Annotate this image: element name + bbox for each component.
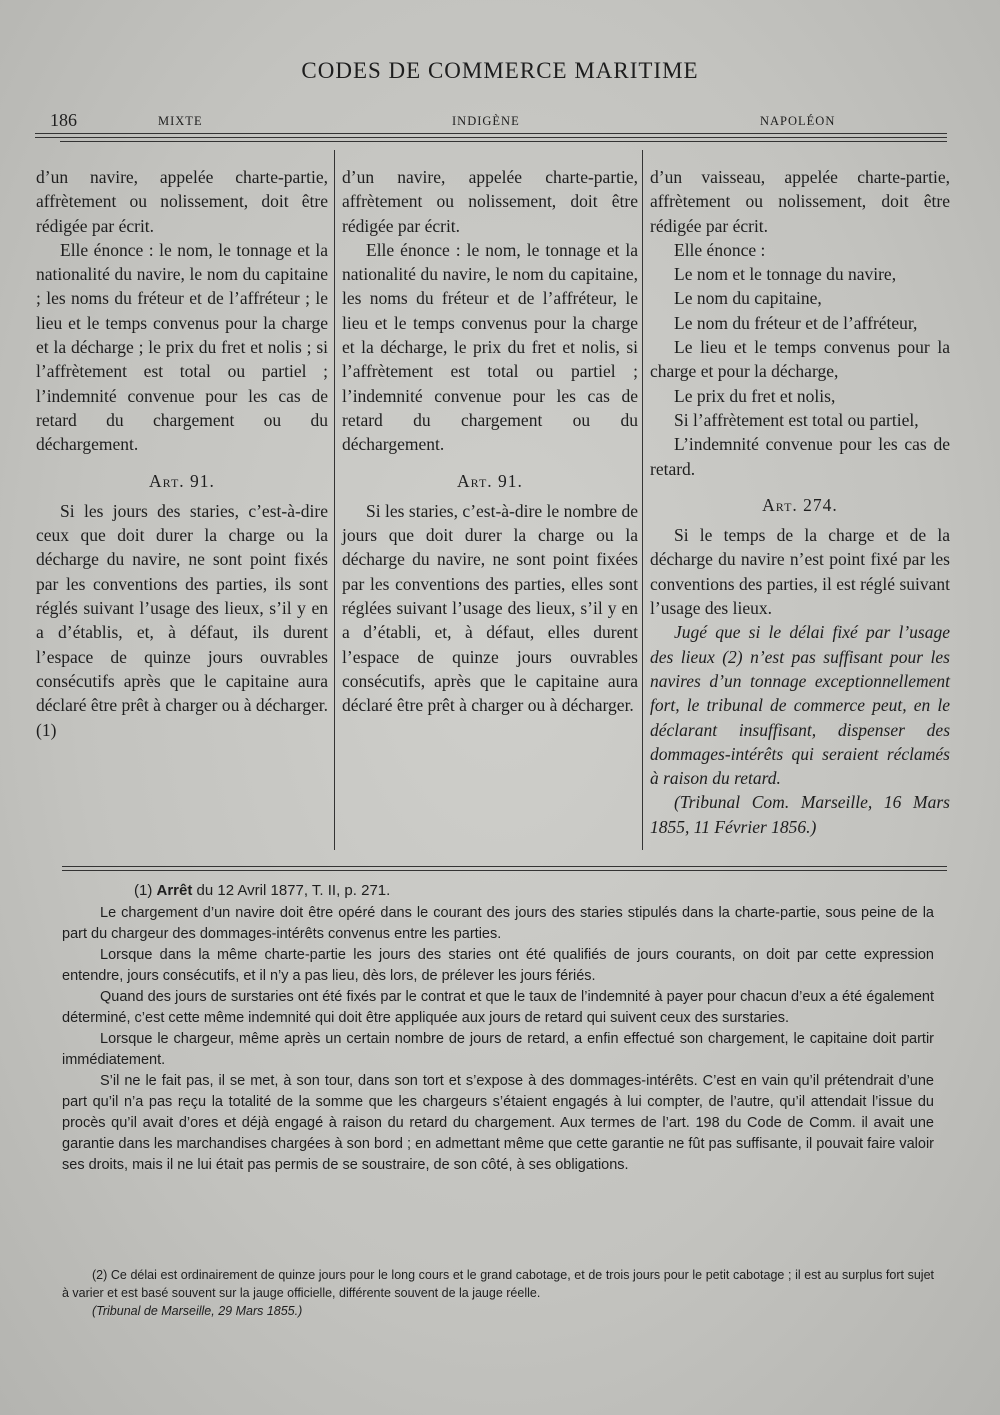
mixte-article-heading: Art. 91. — [149, 470, 215, 491]
napoleon-list-line-2: Le nom et le tonnage du navire, — [674, 264, 897, 285]
indigene-paragraph-3: Si les staries, c’est-à-dire le nombre de jours que doit durer la charge ou la décharge du navire, ne sont point fixées par les conventions des parties, elles sont réglées suivant l’usage des lieux, s’il y en a d’établi, et, à défaut, elles durent l’espace de quinze jours ouvrables consécutifs, après que le capitaine aura déclaré être prêt à charger ou à décharger. — [342, 500, 638, 716]
mixte-paragraph-2: Elle énonce : le nom, le tonnage et la nationalité du navire, le nom du capitaine ; les noms du fréteur et de l’affréteur ; le lieu et le temps convenus pour la charge et la décharge ; le prix du fret et nolis ; si l’affrètement est total ou partiel ; l’indemnité convenue pour les cas de retard du chargement ou du déchargement. — [36, 239, 328, 455]
napoleon-list-line-1: Elle énonce : — [674, 239, 766, 260]
note-1-paragraph-2: Lorsque dans la même charte-partie les jours des staries ont été qualifiés de jours courants, on doit par cette expression entendre, jours consécutifs, et il n’y a pas lieu, dès lors, de prélever les jours fériés. — [62, 947, 934, 984]
note-1-heading — [62, 880, 934, 901]
note-2 — [62, 1266, 934, 1320]
indigene-article-heading: Art. 91. — [457, 470, 523, 491]
indigene-paragraph-1: d’un navire, appelée charte-partie, affrètement ou nolissement, doit être rédigée par écrit. — [342, 167, 638, 236]
napoleon-jurisprudence: Jugé que si le délai fixé par l’usage des lieux (2) n’est pas suffisant pour les navires d’un tonnage exceptionnellement fort, le tribunal de commerce peut, en le déclarant insuffisant, dispenser des dommages-intérêts qui seraient réclamés à raison du retard. — [650, 622, 950, 789]
page-number: 186 — [50, 110, 77, 130]
napoleon-list-line-5: Le lieu et le temps convenus pour la charge et pour la décharge, — [650, 337, 950, 382]
column-heading-indigene: INDIGÈNE — [452, 114, 520, 128]
indigene-paragraph-2: Elle énonce : le nom, le tonnage et la nationalité du navire, le nom du capitaine, les noms du fréteur et de l’affréteur, le lieu et le temps convenus pour la charge et la décharge, le prix du fret et nolis, si l’affrètement est total ou partiel ; l’indemnité convenue pour les cas de retard du chargement ou du déchargement. — [342, 239, 638, 455]
column-indigene — [342, 165, 638, 718]
note-1-paragraph-1: Le chargement d’un navire doit être opéré dans le courant des jours des staries stipulés dans la charte-partie, sous peine de la part du chargeur des dommages-intérêts convenus entre les parties. — [62, 905, 934, 942]
napoleon-article-heading: Art. 274. — [762, 494, 838, 515]
napoleon-list-line-8: L’indemnité convenue pour les cas de retard. — [650, 434, 950, 479]
column-mixte — [36, 165, 328, 742]
column-divider-1 — [334, 150, 335, 850]
napoleon-list-line-7: Si l’affrètement est total ou partiel, — [674, 409, 919, 430]
header-rule-top — [35, 133, 947, 134]
note-2-citation: (Tribunal de Marseille, 29 Mars 1855.) — [92, 1304, 303, 1318]
mixte-paragraph-1: d’un navire, appelée charte-partie, affrètement ou nolissement, doit être rédigée par écrit. — [36, 167, 328, 236]
column-napoleon — [650, 165, 950, 839]
napoleon-list-line-3: Le nom du capitaine, — [674, 288, 822, 309]
column-heading-mixte: MIXTE — [158, 114, 203, 128]
napoleon-list-line-4: Le nom du fréteur et de l’affréteur, — [674, 312, 918, 333]
notes-rule-1 — [62, 866, 947, 867]
napoleon-paragraph-1: d’un vaisseau, appelée charte-partie, affrètement ou nolissement, doit être rédigée par écrit. — [650, 167, 950, 236]
header-rule-bottom — [60, 141, 947, 142]
mixte-paragraph-3: Si les jours des staries, c’est-à-dire ceux que doit durer la charge ou la décharge du navire, ne sont point fixés par les conventions des parties, ils sont réglés suivant l’usage des lieux, s’il y en a d’établis, et, à défaut, ils durent l’espace de quinze jours ouvrables consécutifs après que le capitaine aura déclaré être prêt à charger ou à décharger. (1) — [36, 500, 328, 740]
header-rule-mid — [35, 137, 947, 138]
note-1 — [62, 880, 934, 1176]
napoleon-citation: (Tribunal Com. Marseille, 16 Mars 1855, 11 Février 1856.) — [650, 792, 950, 837]
note-1-marker: (1) — [134, 882, 153, 899]
note-2-text: (2) Ce délai est ordinairement de quinze jours pour le long cours et le grand cabotage, et de trois jours pour le petit cabotage ; il est au surplus fort sujet à varier et est basé souvent sur la jauge officielle, différente souvent de la jauge réelle. — [62, 1268, 934, 1300]
napoleon-list-line-6: Le prix du fret et nolis, — [674, 385, 836, 406]
note-1-paragraph-4: Lorsque le chargeur, même après un certain nombre de jours de retard, a enfin effectué son chargement, le capitaine doit partir immédiatement. — [62, 1031, 934, 1068]
napoleon-paragraph-2: Si le temps de la charge et de la décharge du navire n’est point fixé par les conventions des parties, il est réglé suivant l’usage des lieux. — [650, 525, 950, 619]
note-1-heading-rest: du 12 Avril 1877, T. II, p. 271. — [196, 882, 391, 899]
notes-rule-2 — [62, 870, 947, 871]
column-heading-napoleon: NAPOLÉON — [760, 114, 836, 128]
page-title: CODES DE COMMERCE MARITIME — [301, 58, 699, 83]
note-1-paragraph-3: Quand des jours de surstaries ont été fixés par le contrat et que le taux de l’indemnité à payer pour chacun d’eux a été également déterminé, c’est cette même indemnité qui doit être appliquée aux jours de retard qui suivent ceux des surstaries. — [62, 989, 934, 1026]
note-1-paragraph-5: S’il ne le fait pas, il se met, à son tour, dans son tort et s’expose à des dommages-intérêts. C’est en vain qu’il prétendrait d’une part qu’il n’a pas reçu la totalité de la somme que les chargeurs s’étaient engagés à lui compter, de l’autre, qu’il attendait l’issue du procès qu’il avait d’ores et déjà engagé à raison du retard du chargement. Aux termes de l’art. 198 du Code de Comm. il avait une garantie dans les marchandises chargées à son bord ; en admettant même que cette garantie ne fût pas suffisante, il pouvait faire valoir ses droits, mais il ne lui était pas permis de se soustraire, de son côté, à ses obligations. — [62, 1073, 934, 1173]
note-1-heading-bold: Arrêt — [156, 882, 193, 899]
column-divider-2 — [642, 150, 643, 850]
